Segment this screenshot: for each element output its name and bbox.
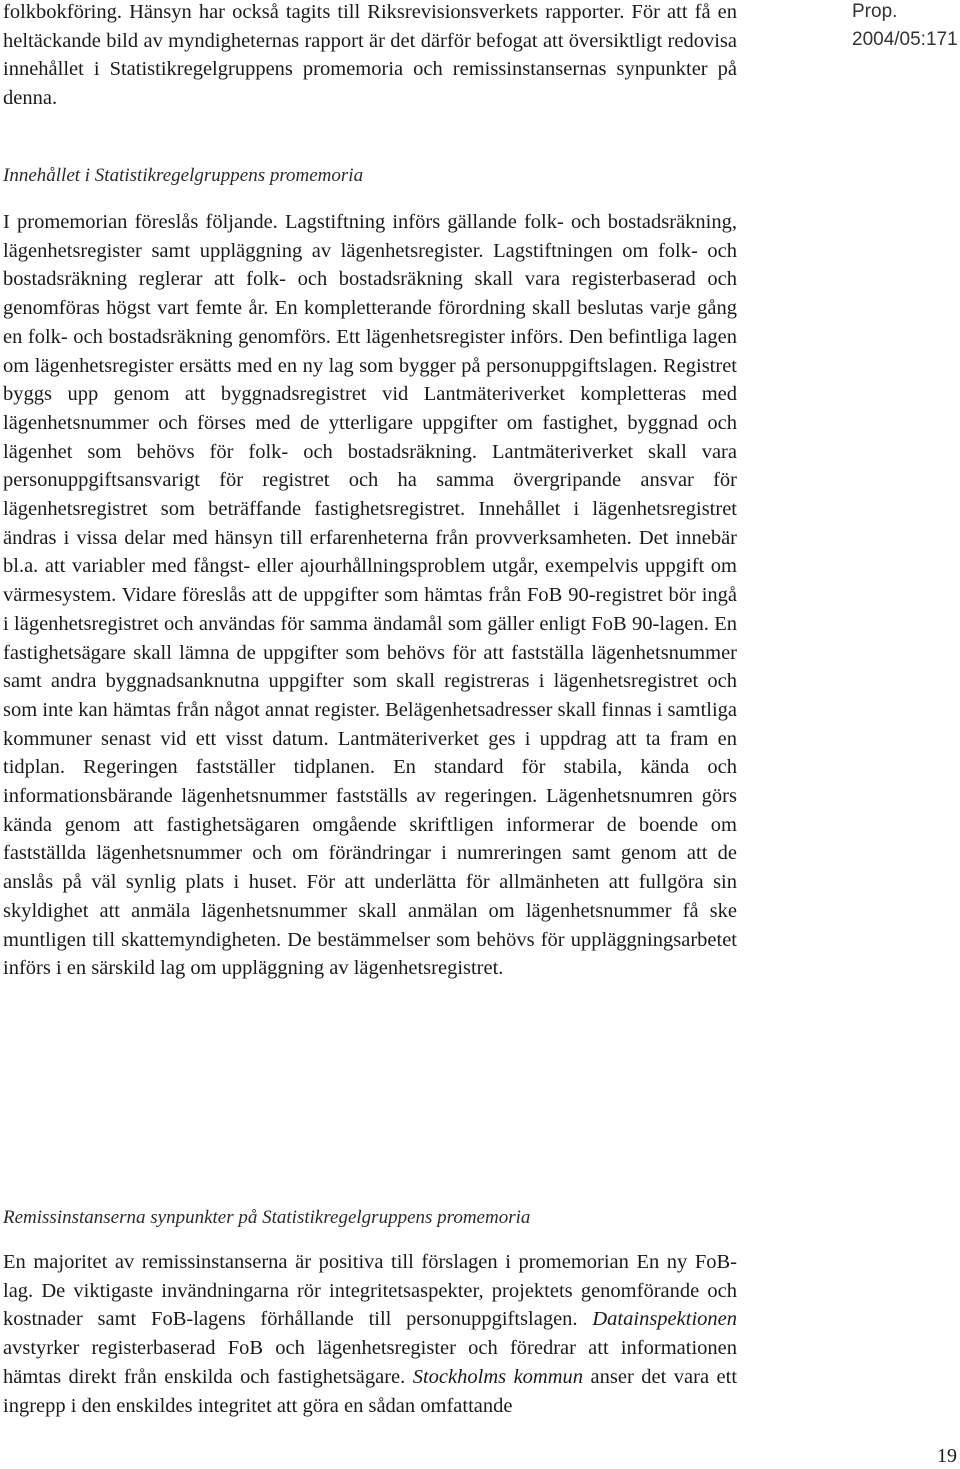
page-number: 19 [937, 1445, 957, 1467]
intro-paragraph: folkbokföring. Hänsyn har också tagits till Riksrevisionsverkets rapporter. För att få en heltäckande bild av myndigheternas rapport är det därför befogat att översiktligt redovisa innehållet i Statistikregelgruppens promemoria och remissinstansernas synpunkter på denna. [3, 1, 737, 110]
org-datainspektionen: Datainspektionen [592, 1308, 737, 1331]
proposal-paragraph: I promemorian föreslås följande. Lagstiftning införs gällande folk- och bostadsräkning, lägenhetsregister samt uppläggning av lägenhetsregister. Lagstiftningen om folk- och bostadsräkning reglerar att folk- och bostadsräkning skall vara registerbaserad och genomföras högst vart femte år. En kompletterande förordning skall beslutas varje gång en folk- och bostadsräkning genomförs. Ett lägenhetsregister införs. Den befintliga lagen om lägenhetsregister ersätts med en ny lag som bygger på personuppgiftslagen. Registret byggs upp genom att byggnadsregistret vid Lantmäteriverket kompletteras med lägenhetsnummer och förses med de ytterligare uppgifter om fastighet, byggnad och lägenhet som behövs för folk- och bostadsräkning. Lantmäteriverket skall vara personuppgiftsansvarigt för registret och ha samma övergripande ansvar för lägenhetsregistret som beträffande fastighetsregistret. Innehållet i lägenhetsregistret ändras i vissa delar med hänsyn till erfarenheterna från provverksamheten. Det innebär bl.a. att variabler med fångst- eller ajourhållningsproblem utgår, exempelvis uppgift om värmesystem. Vidare föreslås att de uppgifter som hämtas från FoB 90-registret bör ingå i lägenhetsregistret och användas för samma ändamål som gäller enligt FoB 90-lagen. En fastighetsägare skall lämna de uppgifter som behövs för att fastställa lägenhetsnummer samt andra byggnadsanknutna uppgifter som skall registreras i lägenhetsregistret och som inte kan hämtas från något annat register. Belägenhetsadresser skall finnas i samtliga kommuner senast vid ett visst datum. Lantmäteriverket ges i uppdrag att ta fram en tidplan. Regeringen fastställer tidplanen. En standard för stabila, kända och informationsbärande lägenhetsnummer fastställs av regeringen. Lägenhetsnumren görs kända genom att fastighetsägaren omgående skriftligen informerar de boende om fastställda lägenhetsnummer och om förändringar i numreringen samt genom att de anslås på väl synlig plats i huset. För att underlätta för allmänheten att fullgöra sin skyldighet att anmäla lägenhetsnummer skall anmälan om lägenhetsnummer få ske muntligen till skattemyndigheten. De bestämmelser som behövs för uppläggningsarbetet införs i en särskild lag om uppläggning av lägenhetsregistret. [3, 211, 737, 980]
section-proposal [3, 162, 737, 190]
section-heading-proposal: Innehållet i Statistikregelgruppens promemoria [3, 165, 364, 186]
section-proposal-body [3, 208, 737, 983]
remiss-text-mid: avstyrker registerbaserad FoB och lägenhetsregister och föredrar att informationen hämtas direkt från enskilda och fastighetsägare. [3, 1337, 737, 1388]
section-remiss [3, 1204, 737, 1232]
org-stockholms-kommun: Stockholms kommun [412, 1365, 584, 1388]
remiss-text-start: En majoritet av remissinstanserna är positiva till förslagen i promemorian En ny FoB-lag. De viktigaste invändningarna rör integritetsaspekter, projektets genomförande och kostnader samt FoB-lagens förhållande till personuppgiftslagen. [3, 1251, 737, 1331]
remiss-text-end: anser det vara ett ingrepp i den enskildes integritet att göra en sådan omfattande [3, 1365, 738, 1417]
proposition-reference: Prop. 2004/05:171 [852, 1, 958, 50]
section-remiss-body [3, 1248, 737, 1420]
remiss-paragraph [3, 1248, 737, 1420]
intro-block [3, 0, 737, 113]
section-heading-remiss: Remissinstanserna synpunkter på Statistikregelgruppens promemoria [3, 1207, 531, 1228]
